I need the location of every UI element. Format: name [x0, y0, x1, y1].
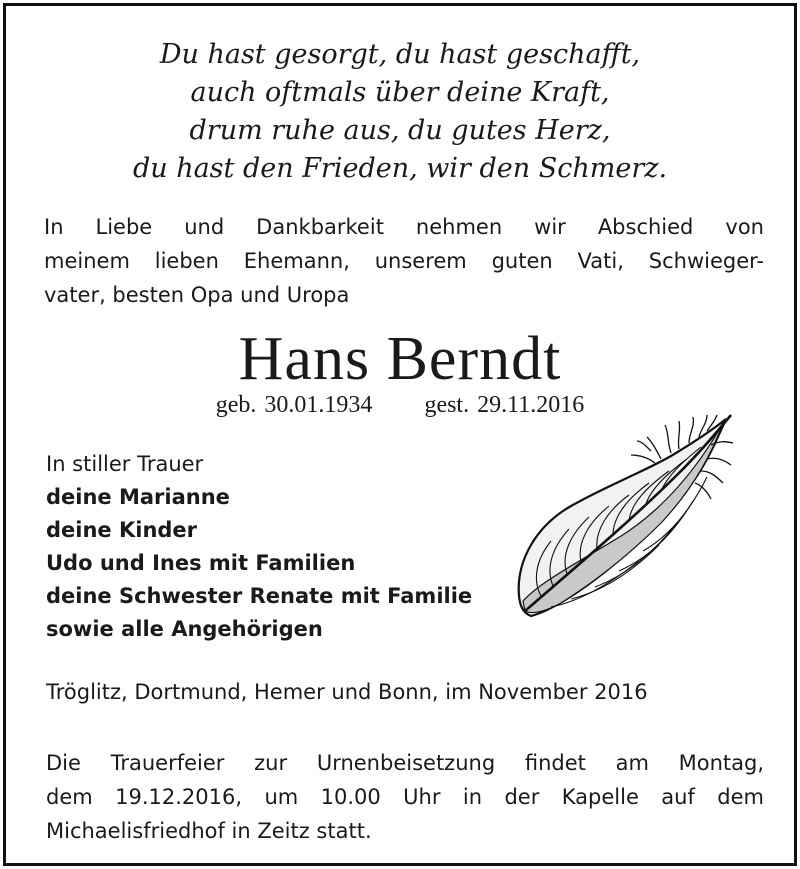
deceased-name: Hans Berndt	[238, 325, 562, 393]
poem-line: drum ruhe aus, du gutes Herz,	[189, 115, 611, 146]
mourners-heading: In stiller Trauer	[46, 452, 204, 476]
birth-date: geb. 30.01.1934	[215, 392, 373, 418]
mourner-name: sowie alle Angehörigen	[46, 617, 323, 641]
mourner-name: deine Kinder	[46, 518, 198, 542]
intro-line: meinem lieben Ehemann, unserem guten Vati, Schwieger-	[44, 249, 764, 273]
poem	[6, 36, 794, 188]
funeral-notice	[46, 746, 764, 848]
poem-line: Du hast gesorgt, du hast geschafft,	[159, 39, 641, 70]
mourners-list	[46, 448, 472, 646]
mourner-name: Udo und Ines mit Familien	[46, 551, 356, 575]
poem-line: du hast den Frieden, wir den Schmerz.	[132, 153, 668, 184]
funeral-line: Die Trauerfeier zur Urnenbeisetzung findet am Montag,	[46, 751, 764, 775]
place-and-date: Tröglitz, Dortmund, Hemer und Bonn, im November 2016	[46, 680, 648, 704]
poem-line: auch oftmals über deine Kraft,	[190, 77, 610, 108]
funeral-line: Michaelisfriedhof in Zeitz statt.	[46, 819, 372, 843]
intro-line: In Liebe und Dankbarkeit nehmen wir Abschied von	[44, 215, 764, 239]
mourner-name: deine Schwester Renate mit Familie	[46, 584, 473, 608]
death-date: gest. 29.11.2016	[424, 392, 585, 418]
mourner-name: deine Marianne	[46, 485, 230, 509]
intro-line: vater, besten Opa und Uropa	[44, 283, 350, 307]
obituary-frame	[3, 3, 797, 866]
intro-text	[44, 210, 764, 312]
feather-icon	[511, 411, 741, 626]
funeral-line: dem 19.12.2016, um 10.00 Uhr in der Kapelle auf dem	[46, 785, 764, 809]
